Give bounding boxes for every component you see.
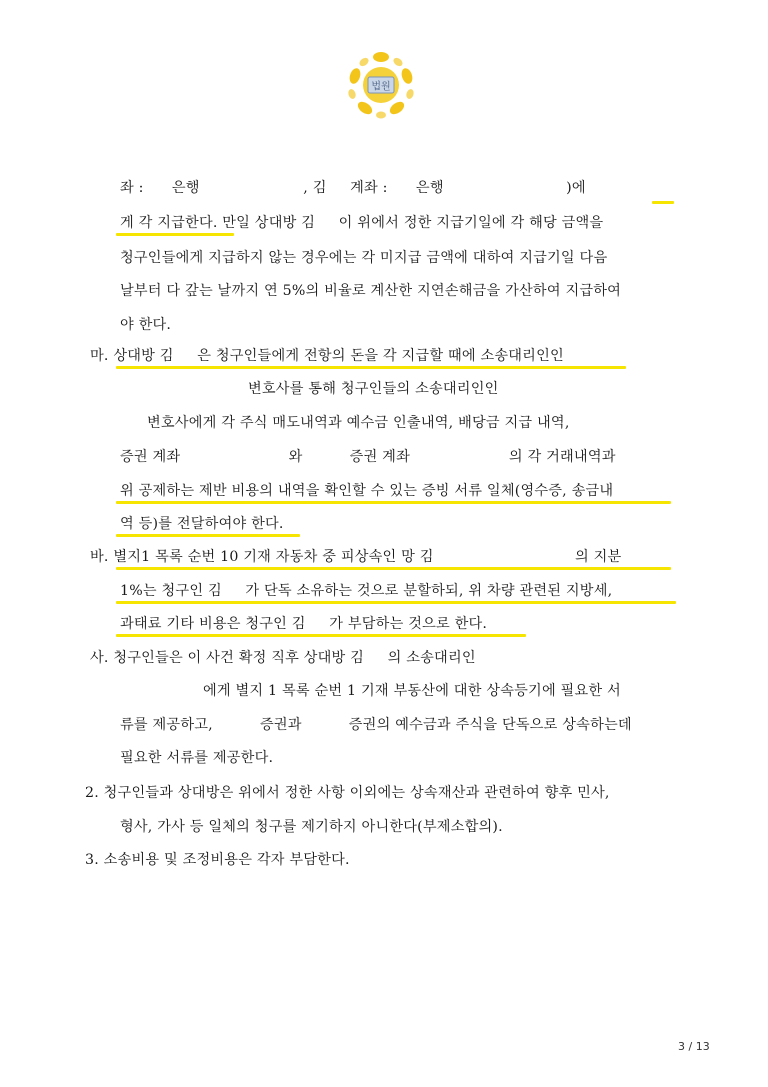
court-seal-emblem: [344, 48, 418, 122]
text-line-12: 바. 별지1 목록 순번 10 기재 자동차 중 피상속인 망 김 의 지분: [90, 549, 622, 565]
text-line-1: 좌 : 은행 , 김 계좌 : 은행 )에: [120, 180, 586, 196]
text-line-15: 사. 청구인들은 이 사건 확정 직후 상대방 김 의 소송대리인: [90, 650, 476, 666]
text-line-6: 마. 상대방 김 은 청구인들에게 전항의 돈을 각 지급할 때에 소송대리인인: [90, 348, 564, 364]
text-line-19: 2. 청구인들과 상대방은 위에서 정한 사항 이외에는 상속재산과 관련하여 향후 민사,: [85, 785, 610, 801]
text-line-13: 1%는 청구인 김 가 단독 소유하는 것으로 분할하되, 위 차량 관련된 지방세,: [120, 583, 613, 599]
highlight-underline: [116, 567, 671, 570]
highlight-underline: [116, 366, 626, 369]
highlight-underline: [116, 233, 234, 236]
text-line-9: 증권 계좌 와 증권 계좌 의 각 거래내역과: [120, 449, 616, 465]
highlight-underline: [116, 601, 676, 604]
highlight-underline: [652, 201, 674, 204]
text-line-4: 날부터 다 갚는 날까지 연 5%의 비율로 계산한 지연손해금을 가산하여 지급하여: [120, 283, 622, 299]
highlight-underline: [116, 501, 671, 504]
text-line-17: 류를 제공하고, 증권과 증권의 예수금과 주식을 단독으로 상속하는데: [120, 717, 632, 733]
text-line-10: 위 공제하는 제반 비용의 내역을 확인할 수 있는 증빙 서류 일체(영수증, 송금내: [120, 483, 614, 499]
text-line-11: 역 등)를 전달하여야 한다.: [120, 516, 284, 532]
text-line-2: 게 각 지급한다. 만일 상대방 김 이 위에서 정한 지급기일에 각 해당 금액을: [120, 215, 604, 231]
text-line-14: 과태료 기타 비용은 청구인 김 가 부담하는 것으로 한다.: [120, 616, 488, 632]
text-line-20: 형사, 가사 등 일체의 청구를 제기하지 아니한다(부제소합의).: [120, 819, 503, 835]
highlight-underline: [116, 634, 526, 637]
text-line-3: 청구인들에게 지급하지 않는 경우에는 각 미지급 금액에 대하여 지급기일 다음: [120, 250, 608, 266]
text-line-16: 에게 별지 1 목록 순번 1 기재 부동산에 대한 상속등기에 필요한 서: [203, 683, 621, 699]
page-number: 3 / 13: [678, 1040, 710, 1053]
text-line-5: 야 한다.: [120, 317, 172, 333]
text-line-21: 3. 소송비용 및 조정비용은 각자 부담한다.: [85, 852, 350, 868]
text-line-18: 필요한 서류를 제공한다.: [120, 750, 274, 766]
text-line-7: 변호사를 통해 청구인들의 소송대리인인: [248, 381, 499, 397]
text-line-8: 변호사에게 각 주식 매도내역과 예수금 인출내역, 배당금 지급 내역,: [147, 415, 570, 431]
highlight-underline: [116, 534, 300, 537]
court-seal-text: 법원: [371, 81, 391, 93]
